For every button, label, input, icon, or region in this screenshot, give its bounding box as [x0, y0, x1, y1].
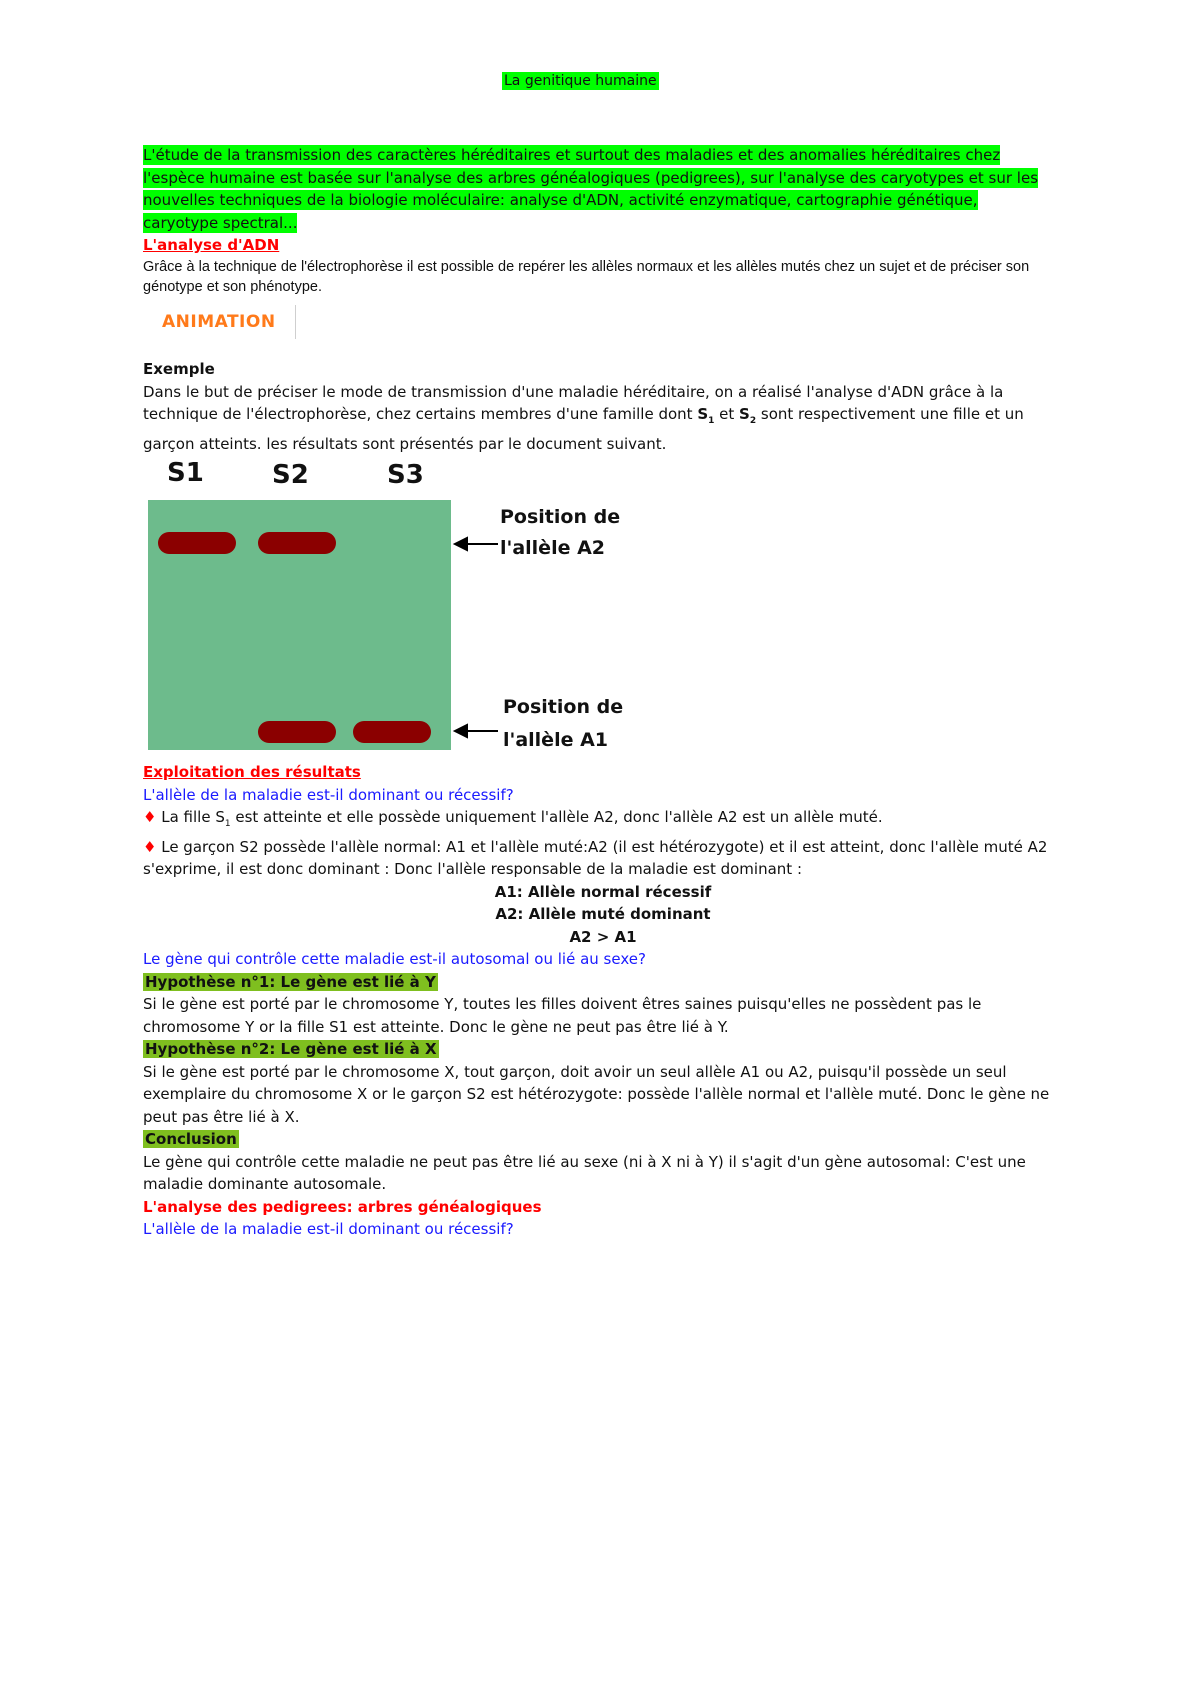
- lane-label-s1: S1: [167, 458, 204, 488]
- section-heading-pedigrees: L'analyse des pedigrees: arbres généalogiques: [143, 1197, 542, 1216]
- adn-section: [143, 234, 1063, 297]
- adn-description: Grâce à la technique de l'électrophorèse il est possible de repérer les allèles normaux et les allèles mutés chez un sujet et de préciser son génotype et son phénotype.: [143, 258, 1030, 295]
- hypothesis-1-label: Hypothèse n°1: Le gène est lié à Y: [145, 972, 436, 991]
- exemple-paragraph: Dans le but de préciser le mode de transmission d'une maladie héréditaire, on a réalisé l'analyse d'ADN grâce à la technique de l'électrophorèse, chez certains membres d'une famille dont $S_1$ et $S_2$ sont respectivement une fille et un garçon atteints. les résultats sont présentés par le document suivant.: [143, 382, 1024, 453]
- arrow-a2: [455, 538, 498, 550]
- hypothesis-2-text: Si le gène est porté par le chromosome X, tout garçon, doit avoir un seul allèle A1 ou A2, puisqu'il possède un seul exemplaire du chromosome X or le garçon S2 est hétérozygote: possède l'allèle normal et l'allèle muté. Donc le gène ne peut pas être lié à X.: [143, 1062, 1050, 1126]
- label-a1-line1: Position de: [503, 696, 624, 718]
- label-a1-line2: l'allèle A1: [503, 729, 609, 751]
- diamond-bullet-icon: ♦: [143, 837, 157, 856]
- conclusion-line-1: A1: Allèle normal récessif: [494, 882, 712, 901]
- section-heading-adn: L'analyse d'ADN: [143, 236, 280, 254]
- exemple-heading: Exemple: [143, 360, 215, 378]
- electrophoresis-figure: [145, 458, 645, 758]
- hypothesis-1-text: Si le gène est porté par le chromosome Y, toutes les filles doivent êtres saines puisqu'elles ne possèdent pas le chromosome Y or la fille S1 est atteinte. Donc le gène ne peut pas être lié à Y.: [143, 995, 982, 1036]
- intro-text: L'étude de la transmission des caractères héréditaires et surtout des maladies et des anomalies héréditaires chez l'espèce humaine est basée sur l'analyse des arbres généalogiques (pedigrees), sur l'analyse des caryotypes et sur les nouvelles techniques de la biologie moléculaire: analyse d'ADN, activité enzymatique, cartographie génétique, caryotype spectral...: [143, 146, 1039, 232]
- label-a2-line2: l'allèle A2: [500, 537, 606, 559]
- conclusion-label: Conclusion: [145, 1130, 237, 1148]
- band-s2-a1: [258, 721, 336, 743]
- band-s1-a2: [158, 532, 236, 554]
- intro-paragraph: [143, 144, 1053, 234]
- conclusion-line-2: A2: Allèle muté dominant: [495, 905, 711, 923]
- band-s3-a1: [353, 721, 431, 743]
- question-dominance: L'allèle de la maladie est-il dominant ou récessif?: [143, 785, 514, 804]
- bullet-2: ♦ Le garçon S2 possède l'allèle normal: A1 et l'allèle muté:A2 (il est hétérozygote) et il est atteint, donc l'allèle muté A2 s'exprime, il est donc dominant : Donc l'allèle responsable de la maladie est dominant :: [143, 837, 1048, 878]
- lane-label-s2: S2: [272, 460, 309, 490]
- arrow-a1: [455, 725, 498, 737]
- conclusion-row: [143, 1128, 1063, 1151]
- question-dominance-2: L'allèle de la maladie est-il dominant ou récessif?: [143, 1220, 514, 1238]
- exploitation-section: [143, 761, 1063, 1241]
- conclusion-line-3: A2 > A1: [569, 927, 637, 946]
- exploitation-heading: Exploitation des résultats: [143, 763, 361, 781]
- animation-button[interactable]: ANIMATION: [148, 305, 296, 339]
- document-title: La genitique humaine: [504, 73, 657, 89]
- label-a2-line1: Position de: [500, 506, 621, 528]
- lane-label-s3: S3: [387, 460, 424, 490]
- hypothesis-2-label: Hypothèse n°2: Le gène est lié à X: [145, 1040, 437, 1058]
- hypothesis-1-row: [143, 971, 1063, 994]
- conclusion-text: Le gène qui contrôle cette maladie ne peut pas être lié au sexe (ni à X ni à Y) il s'agit d'un gène autosomal: C'est une maladie dominante autosomale.: [143, 1152, 1026, 1193]
- band-s2-a2: [258, 532, 336, 554]
- exemple-section: [143, 358, 1063, 455]
- hypothesis-2-row: [143, 1038, 1063, 1061]
- bullet-1: ♦ La fille $S_1$ est atteinte et elle possède uniquement l'allèle A2, donc l'allèle A2 est un allèle muté.: [143, 808, 883, 829]
- diamond-bullet-icon: ♦: [143, 808, 157, 826]
- question-autosomal: Le gène qui contrôle cette maladie est-il autosomal ou lié au sexe?: [143, 950, 646, 968]
